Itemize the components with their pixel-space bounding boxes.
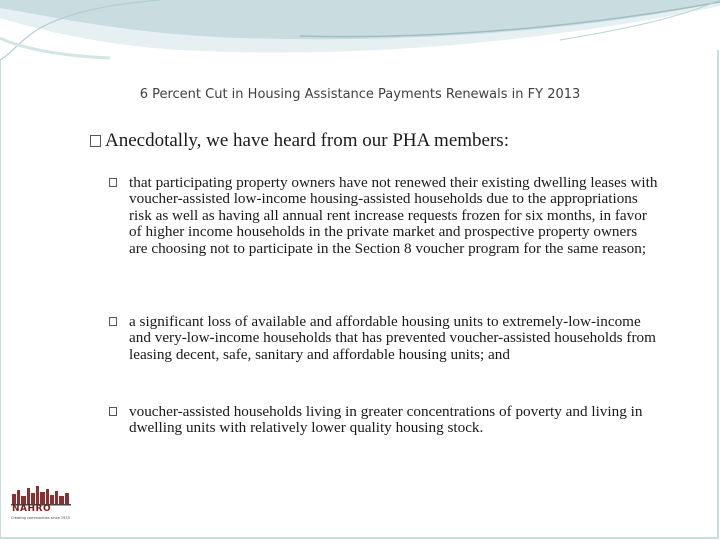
slide-border bbox=[0, 50, 718, 538]
logo-wordmark: NAHRO bbox=[12, 504, 52, 514]
main-bullet bbox=[90, 130, 509, 152]
logo-tagline: Creating communities since 1933 bbox=[11, 516, 70, 520]
sub-bullet-3 bbox=[129, 404, 659, 437]
sub-bullet-text: that participating property owners have not renewed their existing dwelling leases with voucher-assisted low-income housing-assisted households due to the appropriations risk as well as having all annual rent increase requests frozen for six months, in favor of higher income households in the private market and prospective property owners are choosing not to participate in the Section 8 voucher program for the same reason; bbox=[129, 174, 658, 257]
heading-bullet-icon bbox=[90, 135, 101, 147]
bullet-box-icon bbox=[109, 317, 117, 326]
sub-bullet-1 bbox=[129, 175, 659, 257]
sub-bullet-text: a significant loss of available and affordable housing units to extremely-low-income and very-low-income households that has prevented voucher-assisted households from leasing decent, safe, sanitary and affordable housing units; and bbox=[129, 313, 656, 363]
left-swoosh-band bbox=[0, 38, 110, 58]
sub-bullet-2 bbox=[129, 314, 659, 363]
skyline-icon bbox=[12, 486, 69, 504]
main-bullet-text: Anecdotally, we have heard from our PHA members: bbox=[105, 130, 509, 151]
sub-bullet-text: voucher-assisted households living in greater concentrations of poverty and living in dwelling units with relatively lower quality housing stock. bbox=[129, 403, 643, 437]
bullet-box-icon bbox=[109, 178, 117, 187]
slide-title: 6 Percent Cut in Housing Assistance Payments Renewals in FY 2013 bbox=[139, 87, 581, 102]
bullet-box-icon bbox=[109, 407, 117, 416]
